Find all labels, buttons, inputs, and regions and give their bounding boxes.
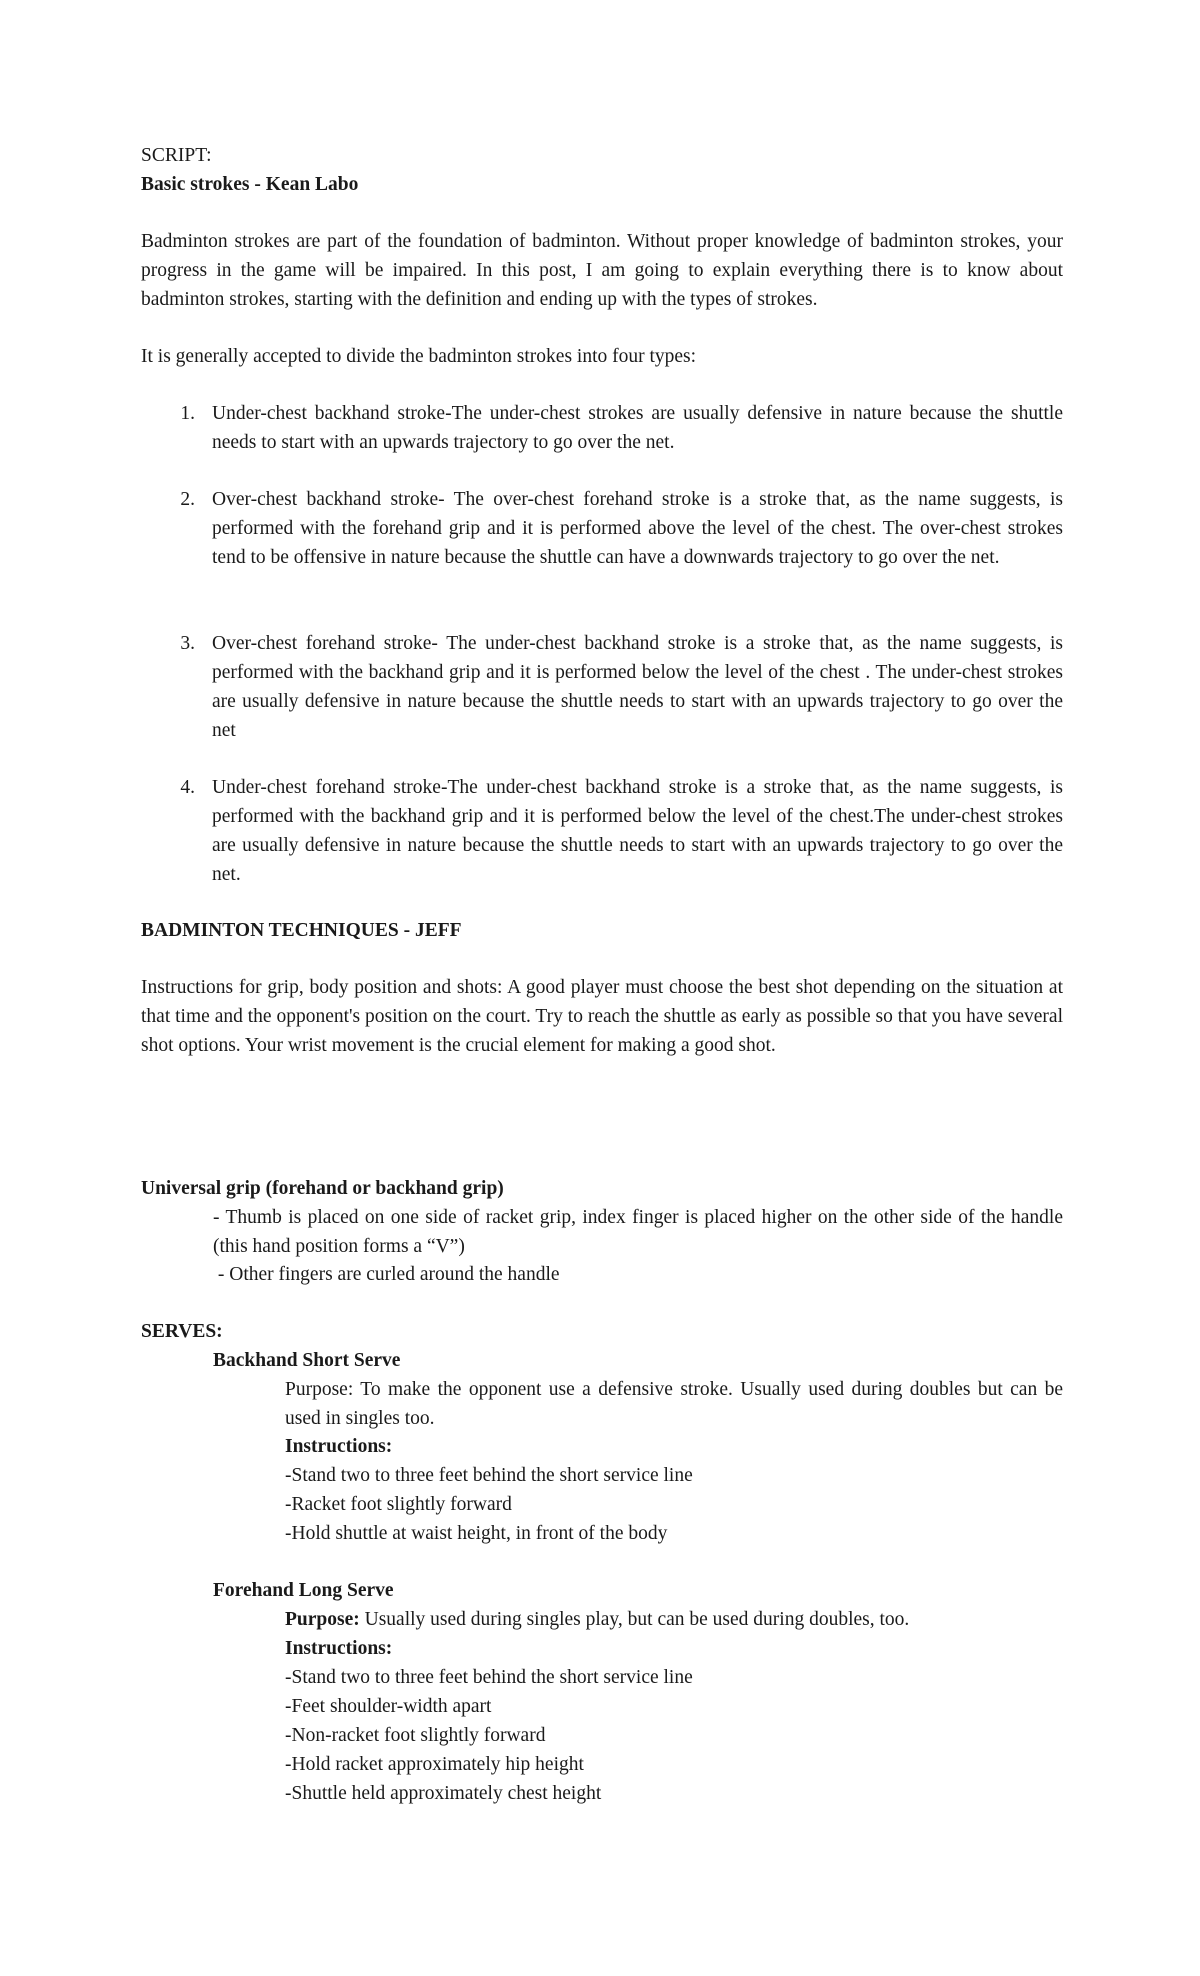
stroke-item [141, 629, 1063, 745]
types-intro: It is generally accepted to divide the badminton strokes into four types: [141, 346, 697, 367]
backhand-step: -Racket foot slightly forward [285, 1494, 512, 1515]
stroke-number: 3. [180, 633, 195, 654]
forehand-purpose-text: Usually used during singles play, but can be used during doubles, too. [359, 1609, 910, 1630]
backhand-instructions-label: Instructions: [285, 1436, 393, 1457]
stroke-text: Over-chest backhand stroke- The over-chest forehand stroke is a stroke that, as the name suggests, is performed with the forehand grip and it is performed above the level of the chest. The over-chest strokes tend to be offensive in nature because the shuttle can have a downwards trajectory to go over the net. [212, 489, 1063, 568]
grip-heading: Universal grip (forehand or backhand grip) [141, 1178, 504, 1199]
forehand-step: -Shuttle held approximately chest height [285, 1783, 602, 1804]
stroke-text: Over-chest forehand stroke- The under-chest backhand stroke is a stroke that, as the name suggests, is performed with the backhand grip and it is performed below the level of the chest . The under-chest strokes are usually defensive in nature because the shuttle needs to start with an upwards trajectory to go over the net [212, 633, 1063, 741]
forehand-purpose-label: Purpose: [285, 1609, 360, 1630]
forehand-serve-heading: Forehand Long Serve [213, 1580, 394, 1601]
stroke-item [141, 485, 1063, 572]
backhand-step: -Stand two to three feet behind the short service line [285, 1465, 693, 1486]
script-label: SCRIPT: [141, 145, 212, 166]
forehand-serve-purpose [285, 1605, 1063, 1634]
backhand-step: -Hold shuttle at waist height, in front of the body [285, 1523, 668, 1544]
document-title: Basic strokes - Kean Labo [141, 174, 359, 195]
stroke-number: 4. [180, 777, 195, 798]
backhand-serve-purpose: Purpose: To make the opponent use a defensive stroke. Usually used during doubles but can be used in singles too. [285, 1379, 1063, 1429]
techniques-heading: BADMINTON TECHNIQUES - JEFF [141, 920, 462, 941]
intro-paragraph: Badminton strokes are part of the foundation of badminton. Without proper knowledge of badminton strokes, your progress in the game will be impaired. In this post, I am going to explain everything there is to know about badminton strokes, starting with the definition and ending up with the types of strokes. [141, 231, 1063, 310]
techniques-intro: Instructions for grip, body position and shots: A good player must choose the best shot depending on the situation at that time and the opponent's position on the court. Try to reach the shuttle as early as possible so that you have several shot options. Your wrist movement is the crucial element for making a good shot. [141, 977, 1063, 1056]
backhand-serve-heading: Backhand Short Serve [213, 1350, 401, 1371]
grip-line: - Other fingers are curled around the handle [213, 1264, 560, 1285]
forehand-step: -Non-racket foot slightly forward [285, 1725, 546, 1746]
grip-line: - Thumb is placed on one side of racket grip, index finger is placed higher on the other side of the handle (this hand position forms a “V”) [213, 1207, 1063, 1257]
stroke-text: Under-chest backhand stroke-The under-chest strokes are usually defensive in nature because the shuttle needs to start with an upwards trajectory to go over the net. [212, 403, 1063, 453]
stroke-number: 2. [180, 489, 195, 510]
stroke-item [141, 399, 1063, 457]
stroke-item [141, 773, 1063, 889]
forehand-step: -Stand two to three feet behind the short service line [285, 1667, 693, 1688]
forehand-instructions-label: Instructions: [285, 1638, 393, 1659]
stroke-number: 1. [180, 403, 195, 424]
serves-heading: SERVES: [141, 1321, 223, 1342]
forehand-step: -Feet shoulder-width apart [285, 1696, 492, 1717]
forehand-step: -Hold racket approximately hip height [285, 1754, 584, 1775]
stroke-text: Under-chest forehand stroke-The under-chest backhand stroke is a stroke that, as the name suggests, is performed with the backhand grip and it is performed below the level of the chest.The under-chest strokes are usually defensive in nature because the shuttle needs to start with an upwards trajectory to go over the net. [212, 777, 1063, 885]
